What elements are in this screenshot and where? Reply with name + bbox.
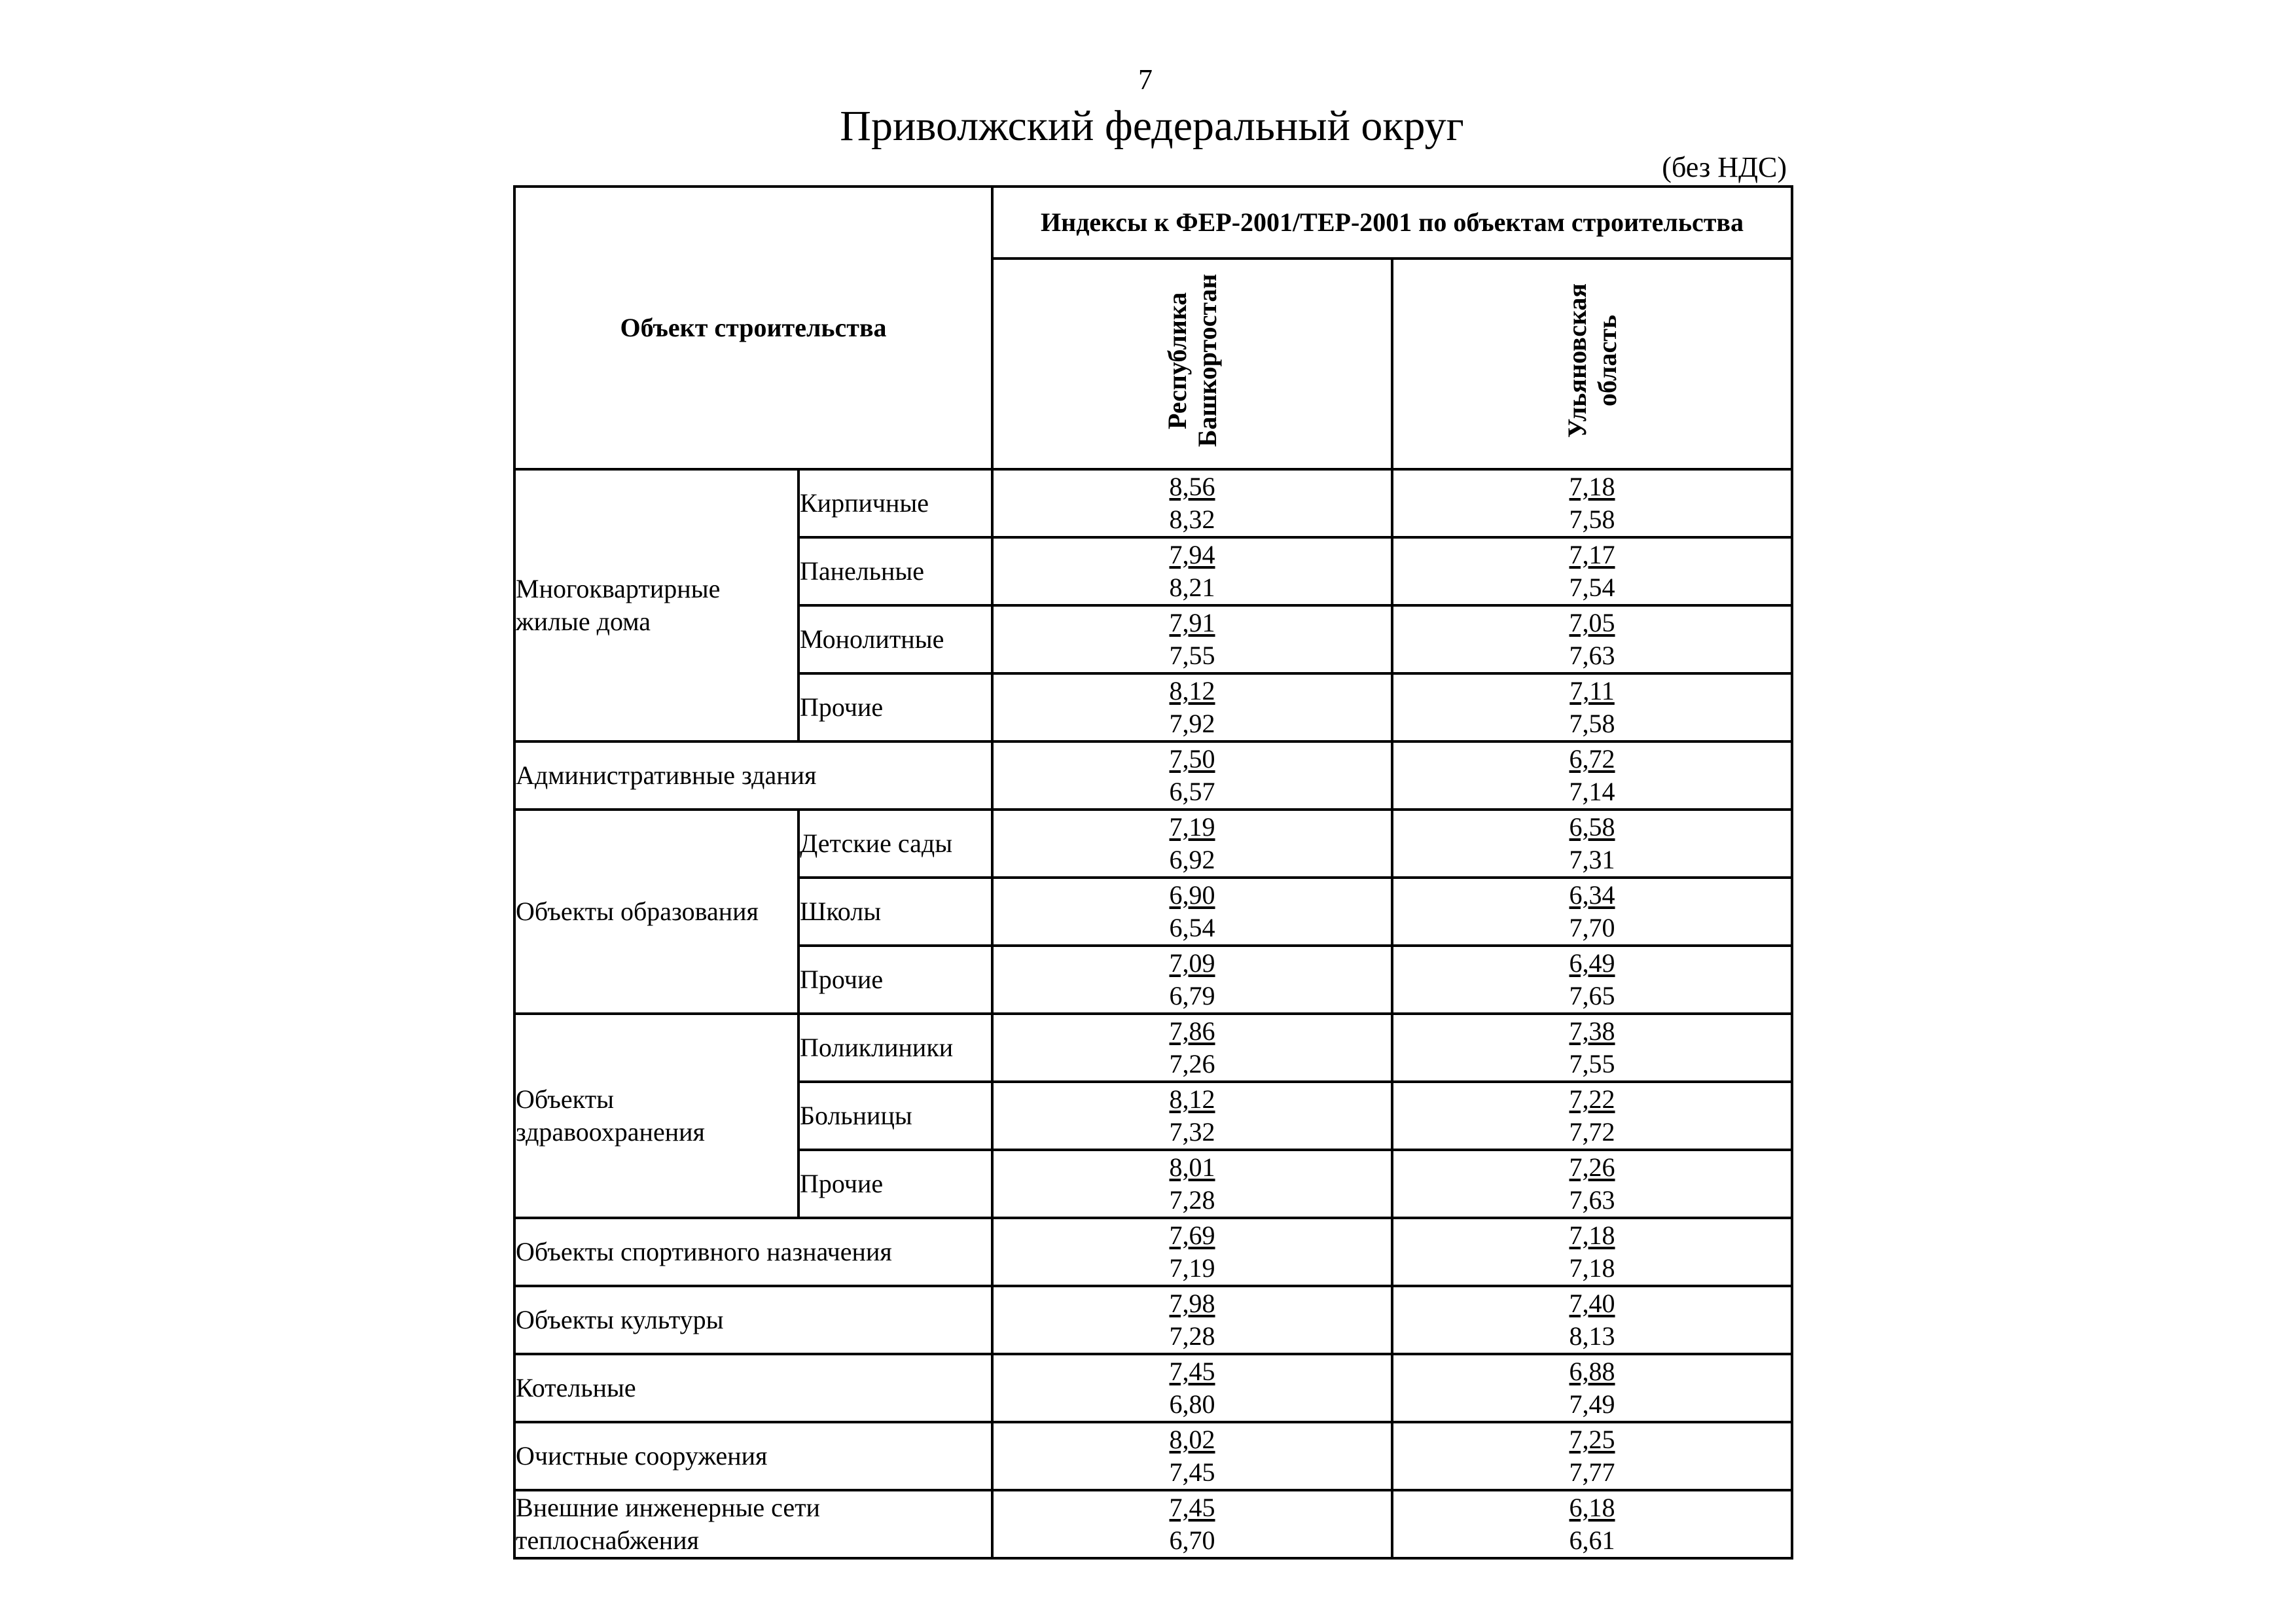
index-value-current: 7,09 [1169,948,1215,978]
index-value-previous: 7,19 [1169,1253,1215,1283]
ulyanovsk-index-cell [1392,1490,1792,1558]
group-label: Многоквартирные жилые дома [514,469,798,741]
table-row [514,1286,1792,1354]
region-header-bashkortostan [992,259,1392,469]
index-value-previous: 7,55 [1569,1049,1615,1079]
ulyanovsk-index-cell [1392,605,1792,673]
object-label: Очистные сооружения [514,1422,992,1490]
index-value-current: 7,94 [1169,540,1215,569]
object-label: Объекты спортивного назначения [514,1218,992,1286]
bashkortostan-index-cell [992,1082,1392,1150]
index-value-current: 8,01 [1169,1152,1215,1182]
index-value-current: 6,34 [1569,880,1615,910]
bashkortostan-index-cell [992,673,1392,741]
index-value-previous: 7,18 [1569,1253,1615,1283]
index-value-current: 7,05 [1569,608,1615,637]
bashkortostan-index-cell [992,1150,1392,1218]
index-value-current: 6,18 [1569,1493,1615,1522]
ulyanovsk-index-cell [1392,1354,1792,1422]
ulyanovsk-index-cell [1392,1014,1792,1082]
index-value-current: 7,11 [1570,676,1615,705]
bashkortostan-index-cell [992,946,1392,1014]
bashkortostan-index-cell [992,537,1392,605]
bashkortostan-index-cell [992,878,1392,946]
ulyanovsk-index-cell [1392,1422,1792,1490]
subtype-label: Монолитные [798,605,992,673]
index-value-current: 8,56 [1169,472,1215,501]
ulyanovsk-index-cell [1392,673,1792,741]
object-label: Внешние инженерные сети теплоснабжения [514,1490,992,1558]
table-row [514,1490,1792,1558]
subtype-label: Прочие [798,946,992,1014]
index-value-current: 7,19 [1169,812,1215,842]
index-value-current: 7,45 [1169,1493,1215,1522]
object-label: Котельные [514,1354,992,1422]
ulyanovsk-index-cell [1392,469,1792,537]
subtype-label: Больницы [798,1082,992,1150]
index-value-previous: 6,57 [1169,777,1215,806]
ulyanovsk-index-cell [1392,946,1792,1014]
index-value-current: 6,72 [1569,744,1615,774]
index-value-current: 7,50 [1169,744,1215,774]
subtype-label: Панельные [798,537,992,605]
index-value-previous: 7,55 [1169,641,1215,670]
subtype-label: Детские сады [798,810,992,878]
index-value-current: 8,02 [1169,1425,1215,1454]
index-value-previous: 7,54 [1569,573,1615,602]
ulyanovsk-index-cell [1392,810,1792,878]
group-label: Объекты образования [514,810,798,1014]
region-header-ulyanovsk [1392,259,1792,469]
object-label: Административные здания [514,741,992,810]
index-value-previous: 7,63 [1569,641,1615,670]
index-value-previous: 8,32 [1169,505,1215,534]
index-value-previous: 7,31 [1569,845,1615,874]
region-label: Республика Башкортостан [1162,274,1222,448]
bashkortostan-index-cell [992,741,1392,810]
ulyanovsk-index-cell [1392,1286,1792,1354]
index-value-previous: 7,26 [1169,1049,1215,1079]
index-value-current: 7,26 [1569,1152,1615,1182]
subtype-label: Кирпичные [798,469,992,537]
index-value-current: 7,91 [1169,608,1215,637]
index-value-previous: 6,61 [1569,1525,1615,1555]
ulyanovsk-index-cell [1392,1150,1792,1218]
index-value-previous: 8,13 [1569,1321,1615,1351]
index-value-current: 6,88 [1569,1357,1615,1386]
bashkortostan-index-cell [992,1354,1392,1422]
page-title: Приволжский федеральный округ [840,102,1464,150]
subtype-label: Школы [798,878,992,946]
bashkortostan-index-cell [992,1014,1392,1082]
index-value-previous: 7,63 [1569,1185,1615,1215]
bashkortostan-index-cell [992,605,1392,673]
index-value-previous: 7,32 [1169,1117,1215,1147]
index-value-current: 7,86 [1169,1016,1215,1046]
index-value-current: 7,18 [1569,1221,1615,1250]
page-number: 7 [1138,63,1153,96]
region-label: Ульяновская область [1562,283,1622,438]
vat-note: (без НДС) [1662,151,1787,183]
group-label: Объекты здравоохранения [514,1014,798,1218]
object-label: Объекты культуры [514,1286,992,1354]
table-row [514,1014,1792,1082]
bashkortostan-index-cell [992,1422,1392,1490]
bashkortostan-index-cell [992,469,1392,537]
index-value-current: 7,18 [1569,472,1615,501]
index-value-previous: 7,58 [1569,709,1615,738]
index-value-previous: 7,28 [1169,1321,1215,1351]
index-value-previous: 7,14 [1569,777,1615,806]
subtype-label: Прочие [798,673,992,741]
index-column-header: Индексы к ФЕР-2001/ТЕР-2001 по объектам строительства [992,187,1792,259]
index-value-previous: 7,72 [1569,1117,1615,1147]
bashkortostan-index-cell [992,1218,1392,1286]
index-value-current: 6,49 [1569,948,1615,978]
index-value-current: 8,12 [1169,676,1215,705]
table-row [514,1354,1792,1422]
bashkortostan-index-cell [992,1490,1392,1558]
index-value-current: 6,90 [1169,880,1215,910]
ulyanovsk-index-cell [1392,1218,1792,1286]
index-value-previous: 6,92 [1169,845,1215,874]
index-value-previous: 7,77 [1569,1457,1615,1487]
index-value-current: 7,45 [1169,1357,1215,1386]
index-value-previous: 7,45 [1169,1457,1215,1487]
index-value-previous: 8,21 [1169,573,1215,602]
bashkortostan-index-cell [992,1286,1392,1354]
index-value-current: 7,17 [1569,540,1615,569]
index-value-previous: 6,54 [1169,913,1215,942]
index-value-current: 7,25 [1569,1425,1615,1454]
table-row [514,741,1792,810]
table-row [514,469,1792,537]
index-value-previous: 7,58 [1569,505,1615,534]
index-value-previous: 6,79 [1169,981,1215,1010]
index-value-previous: 7,70 [1569,913,1615,942]
index-value-previous: 7,49 [1569,1389,1615,1419]
ulyanovsk-index-cell [1392,878,1792,946]
table-body [514,469,1792,1558]
index-value-previous: 6,80 [1169,1389,1215,1419]
bashkortostan-index-cell [992,810,1392,878]
index-value-previous: 6,70 [1169,1525,1215,1555]
index-value-current: 7,40 [1569,1289,1615,1318]
ulyanovsk-index-cell [1392,1082,1792,1150]
index-value-previous: 7,65 [1569,981,1615,1010]
index-value-previous: 7,28 [1169,1185,1215,1215]
subtype-label: Прочие [798,1150,992,1218]
object-column-header: Объект строительства [514,187,992,469]
ulyanovsk-index-cell [1392,741,1792,810]
ulyanovsk-index-cell [1392,537,1792,605]
index-value-current: 7,98 [1169,1289,1215,1318]
table-header [514,187,1792,469]
index-value-previous: 7,92 [1169,709,1215,738]
index-value-current: 8,12 [1169,1084,1215,1114]
index-value-current: 7,38 [1569,1016,1615,1046]
index-value-current: 7,69 [1169,1221,1215,1250]
index-table [513,185,1793,1560]
index-value-current: 6,58 [1569,812,1615,842]
table-row [514,1218,1792,1286]
table-row [514,1422,1792,1490]
index-value-current: 7,22 [1569,1084,1615,1114]
table-row [514,810,1792,878]
subtype-label: Поликлиники [798,1014,992,1082]
